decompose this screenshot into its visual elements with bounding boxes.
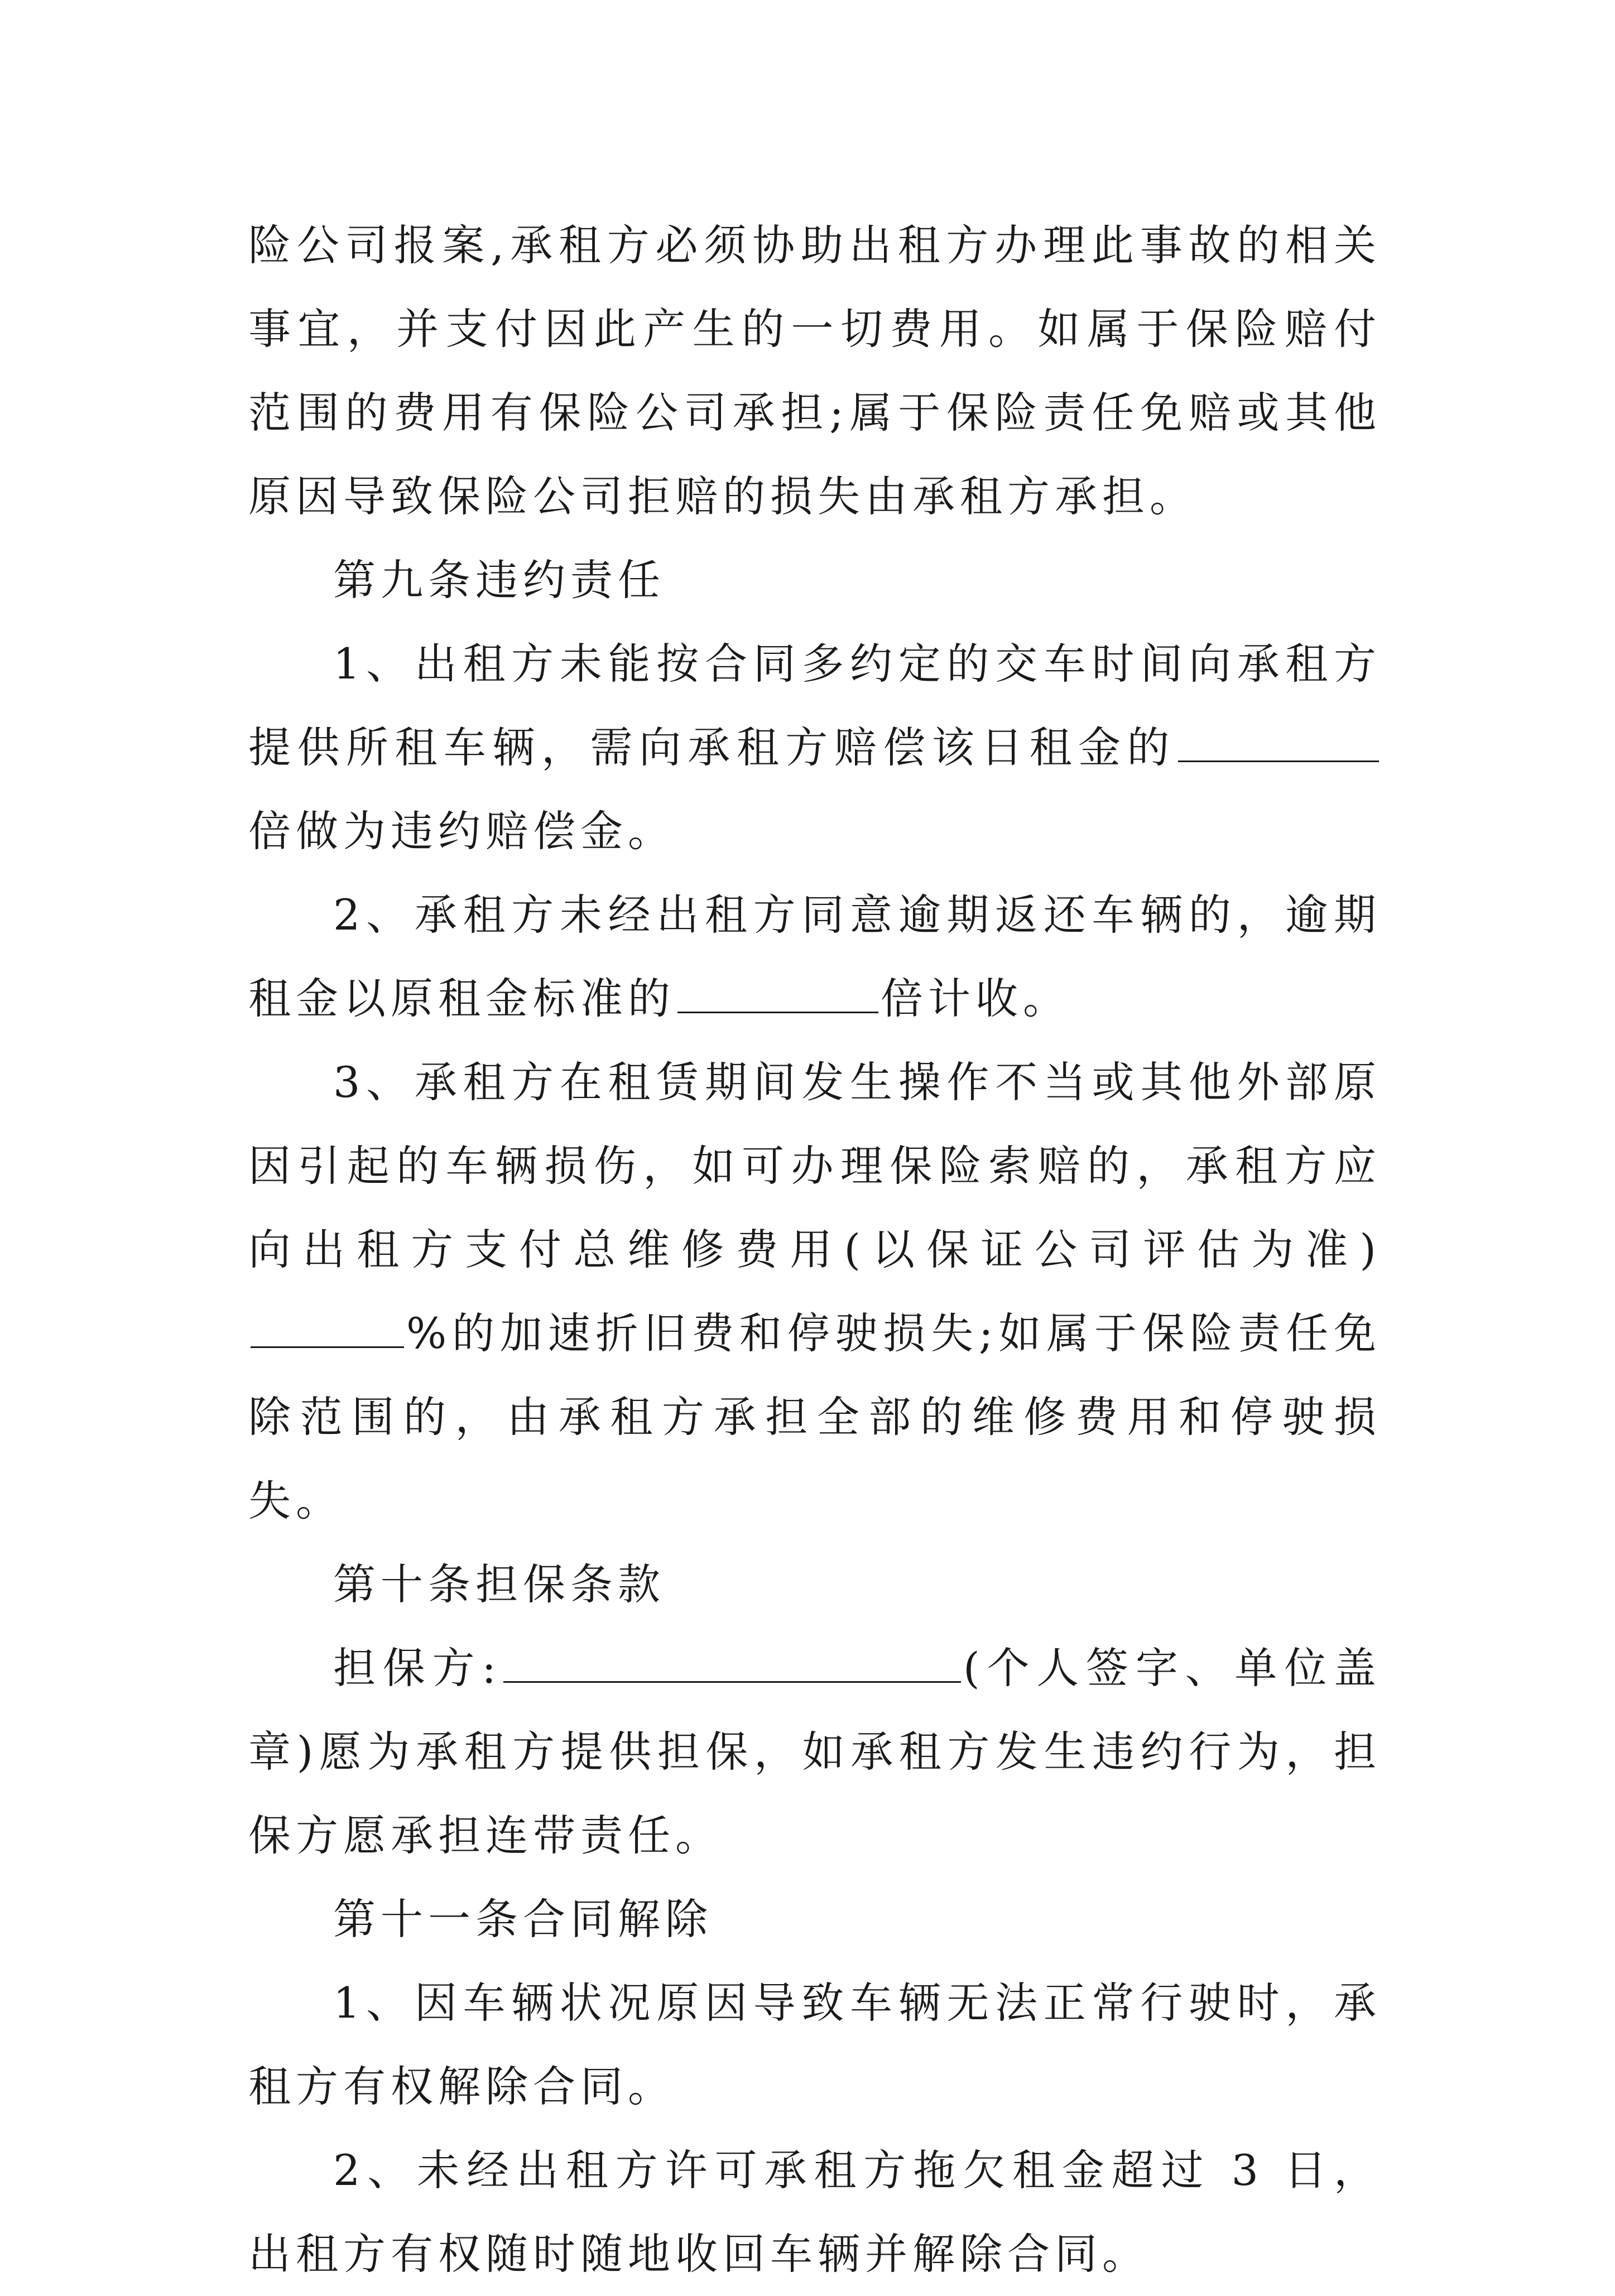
paragraph-article-10 [248,1626,1381,1878]
fill-in-blank-multiplier-2[interactable] [677,973,878,1013]
paragraph-article-11-item-1: 1、因车辆状况原因导致车辆无法正常行驶时，承租方有权解除合同。 [248,1978,1381,2111]
article-9-item-3-text-a: 3、承租方在租赁期间发生操作不当或其他外部原因引起的车辆损伤，如可办理保险索赔的，承租方应向出租方支付总维修费用(以保证公司评估为准) [248,1057,1381,1274]
fill-in-blank-guarantor[interactable] [503,1642,961,1683]
article-9-item-2-text-a: 2、承租方未经出租方同意逾期返还车辆的，逾期租金以原租金标准的 [248,890,1381,1023]
heading-article-11: 第十一条合同解除 [333,1894,713,1944]
fill-in-blank-percentage[interactable] [251,1307,404,1348]
article-9-item-1-text-b: 倍做为违约赔偿金。 [248,806,675,856]
article-9-item-3-text-b: %的加速折旧费和停驶损失;如属于保险责任免除范围的，由承租方承担全部的维修费用和停驶损失。 [248,1308,1381,1525]
heading-article-10: 第十条担保条款 [333,1559,665,1609]
heading-article-9: 第九条违约责任 [333,555,665,605]
article-9-item-1-text-a: 1、出租方未能按合同多约定的交车时间向承租方提供所租车辆，需向承租方赔偿该日租金的 [248,639,1381,772]
document-body [248,204,1381,2296]
fill-in-blank-multiplier-1[interactable] [1178,721,1379,762]
paragraph-article-11-item-2: 2、未经出租方许可承租方拖欠租金超过 3 日，出租方有权随时随地收回车辆并解除合同。 [248,2145,1381,2279]
article-10-text-b: (个人签字、单位盖章)愿为承租方提供担保，如承租方发生违约行为，担保方愿承担连带责任。 [248,1643,1382,1860]
guarantor-label: 担保方: [333,1643,501,1693]
paragraph-article-9-item-1 [248,622,1381,873]
paragraph-article-9-item-2 [248,873,1381,1041]
paragraph-article-9-item-3 [248,1041,1381,1543]
paragraph-insurance-claim: 险公司报案,承租方必须协助出租方办理此事故的相关事宜，并支付因此产生的一切费用。如属于保险赔付范围的费用有保险公司承担;属于保险责任免赔或其他原因导致保险公司拒赔的损失由承租方承担。 [248,220,1381,521]
article-9-item-2-text-b: 倍计收。 [881,974,1070,1023]
